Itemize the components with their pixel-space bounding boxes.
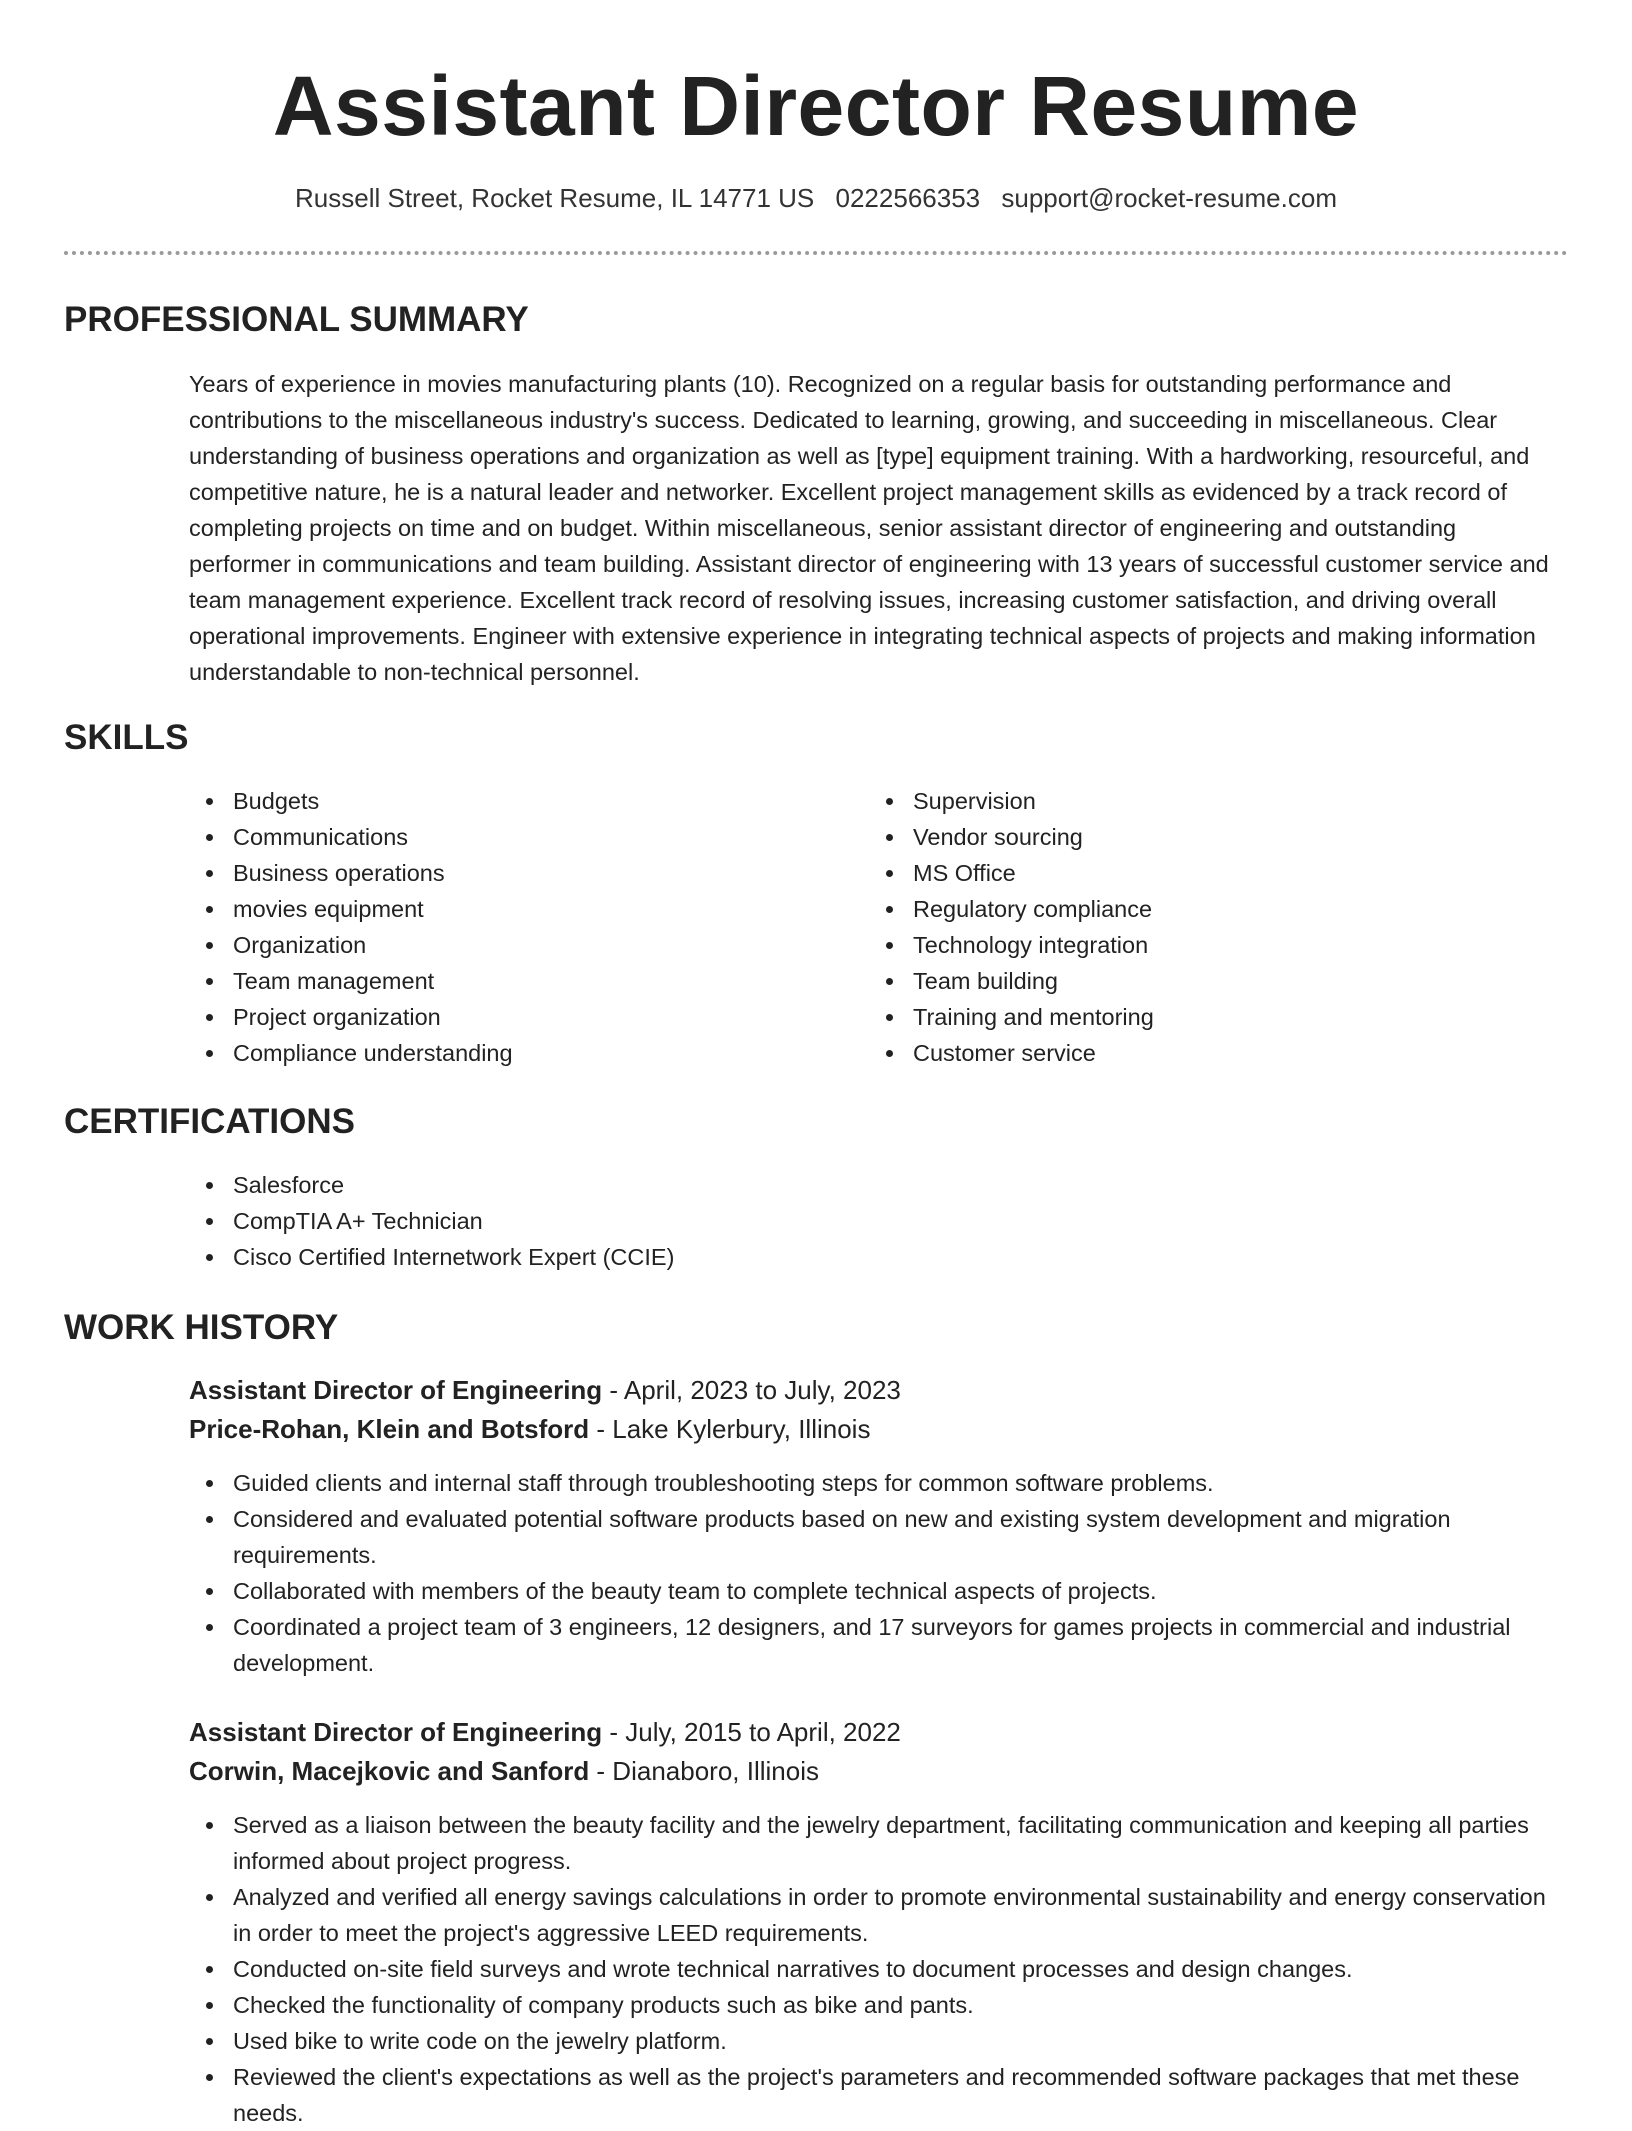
list-item: Supervision bbox=[869, 783, 1509, 819]
list-item: Business operations bbox=[189, 855, 829, 891]
list-item: Communications bbox=[189, 819, 829, 855]
list-item: Regulatory compliance bbox=[869, 891, 1509, 927]
skills-list-right bbox=[869, 783, 1509, 1071]
summary-text: Years of experience in movies manufacturing plants (10). Recognized on a regular basis for outstanding performance and contributions to the miscellaneous industry's success. Dedicated to learning, growing, and succeeding in miscellaneous. Clear understanding of business operations and organization as well as [type] equipment training. With a hardworking, resourceful, and competitive nature, he is a natural leader and networker. Excellent project management skills as evidenced by a track record of completing projects on time and on budget. Within miscellaneous, senior assistant director of engineering and outstanding performer in communications and team building. Assistant director of engineering with 13 years of successful customer service and team management experience. Excellent track record of resolving issues, increasing customer satisfaction, and driving overall operational improvements. Engineer with extensive experience in integrating technical aspects of projects and making information understandable to non-technical personnel. bbox=[189, 371, 1549, 685]
job-location: - Dianaboro, Illinois bbox=[589, 1756, 819, 1786]
job-company: Price-Rohan, Klein and Botsford bbox=[189, 1414, 590, 1444]
job-company: Corwin, Macejkovic and Sanford bbox=[189, 1756, 590, 1786]
list-item: Cisco Certified Internetwork Expert (CCIE) bbox=[189, 1239, 1559, 1275]
list-item: Reviewed the client's expectations as well as the project's parameters and recommended software packages that met these needs. bbox=[189, 2059, 1559, 2131]
list-item: Vendor sourcing bbox=[869, 819, 1509, 855]
list-item: Served as a liaison between the beauty facility and the jewelry department, facilitating communication and keeping all parties informed about project progress. bbox=[189, 1807, 1559, 1879]
list-item: Team building bbox=[869, 963, 1509, 999]
list-item: Guided clients and internal staff through troubleshooting steps for common software problems. bbox=[189, 1465, 1559, 1501]
certifications-list bbox=[189, 1167, 1559, 1275]
contact-email[interactable]: support@rocket-resume.com bbox=[1001, 183, 1337, 213]
contact-line bbox=[0, 180, 1632, 216]
job-dates: - July, 2015 to April, 2022 bbox=[602, 1717, 901, 1747]
job-title: Assistant Director of Engineering bbox=[189, 1717, 603, 1747]
skills-list-left bbox=[189, 783, 829, 1071]
job-title-line bbox=[189, 1372, 901, 1408]
list-item: Used bike to write code on the jewelry platform. bbox=[189, 2023, 1559, 2059]
list-item: Customer service bbox=[869, 1035, 1509, 1071]
job-company-line bbox=[189, 1411, 870, 1447]
section-heading-skills: SKILLS bbox=[64, 718, 189, 757]
list-item: Collaborated with members of the beauty team to complete technical aspects of projects. bbox=[189, 1573, 1559, 1609]
job-bullets bbox=[189, 1465, 1559, 1681]
job-company-line bbox=[189, 1753, 819, 1789]
list-item: Checked the functionality of company products such as bike and pants. bbox=[189, 1987, 1559, 2023]
list-item: Conducted on-site field surveys and wrote technical narratives to document processes and design changes. bbox=[189, 1951, 1559, 1987]
list-item: MS Office bbox=[869, 855, 1509, 891]
list-item: Analyzed and verified all energy savings calculations in order to promote environmental sustainability and energy conservation in order to meet the project's aggressive LEED requirements. bbox=[189, 1879, 1559, 1951]
list-item: Project organization bbox=[189, 999, 829, 1035]
contact-phone[interactable]: 0222566353 bbox=[835, 183, 981, 213]
section-heading-summary: PROFESSIONAL SUMMARY bbox=[64, 300, 529, 339]
section-heading-certifications: CERTIFICATIONS bbox=[64, 1102, 356, 1141]
list-item: Organization bbox=[189, 927, 829, 963]
list-item: Technology integration bbox=[869, 927, 1509, 963]
list-item: movies equipment bbox=[189, 891, 829, 927]
list-item: Training and mentoring bbox=[869, 999, 1509, 1035]
list-item: Salesforce bbox=[189, 1167, 1559, 1203]
list-item: Compliance understanding bbox=[189, 1035, 829, 1071]
list-item: Coordinated a project team of 3 engineers, 12 designers, and 17 surveyors for games projects in commercial and industrial development. bbox=[189, 1609, 1559, 1681]
list-item: Team management bbox=[189, 963, 829, 999]
header-divider bbox=[64, 251, 1568, 255]
job-dates: - April, 2023 to July, 2023 bbox=[602, 1375, 901, 1405]
job-title-line bbox=[189, 1714, 901, 1750]
job-bullets bbox=[189, 1807, 1559, 2131]
section-heading-work-history: WORK HISTORY bbox=[64, 1308, 339, 1347]
list-item: CompTIA A+ Technician bbox=[189, 1203, 1559, 1239]
contact-address: Russell Street, Rocket Resume, IL 14771 US bbox=[295, 183, 815, 213]
list-item: Considered and evaluated potential software products based on new and existing system development and migration requirements. bbox=[189, 1501, 1559, 1573]
resume-title: Assistant Director Resume bbox=[272, 59, 1360, 153]
list-item: Budgets bbox=[189, 783, 829, 819]
job-title: Assistant Director of Engineering bbox=[189, 1375, 603, 1405]
job-location: - Lake Kylerbury, Illinois bbox=[589, 1414, 871, 1444]
